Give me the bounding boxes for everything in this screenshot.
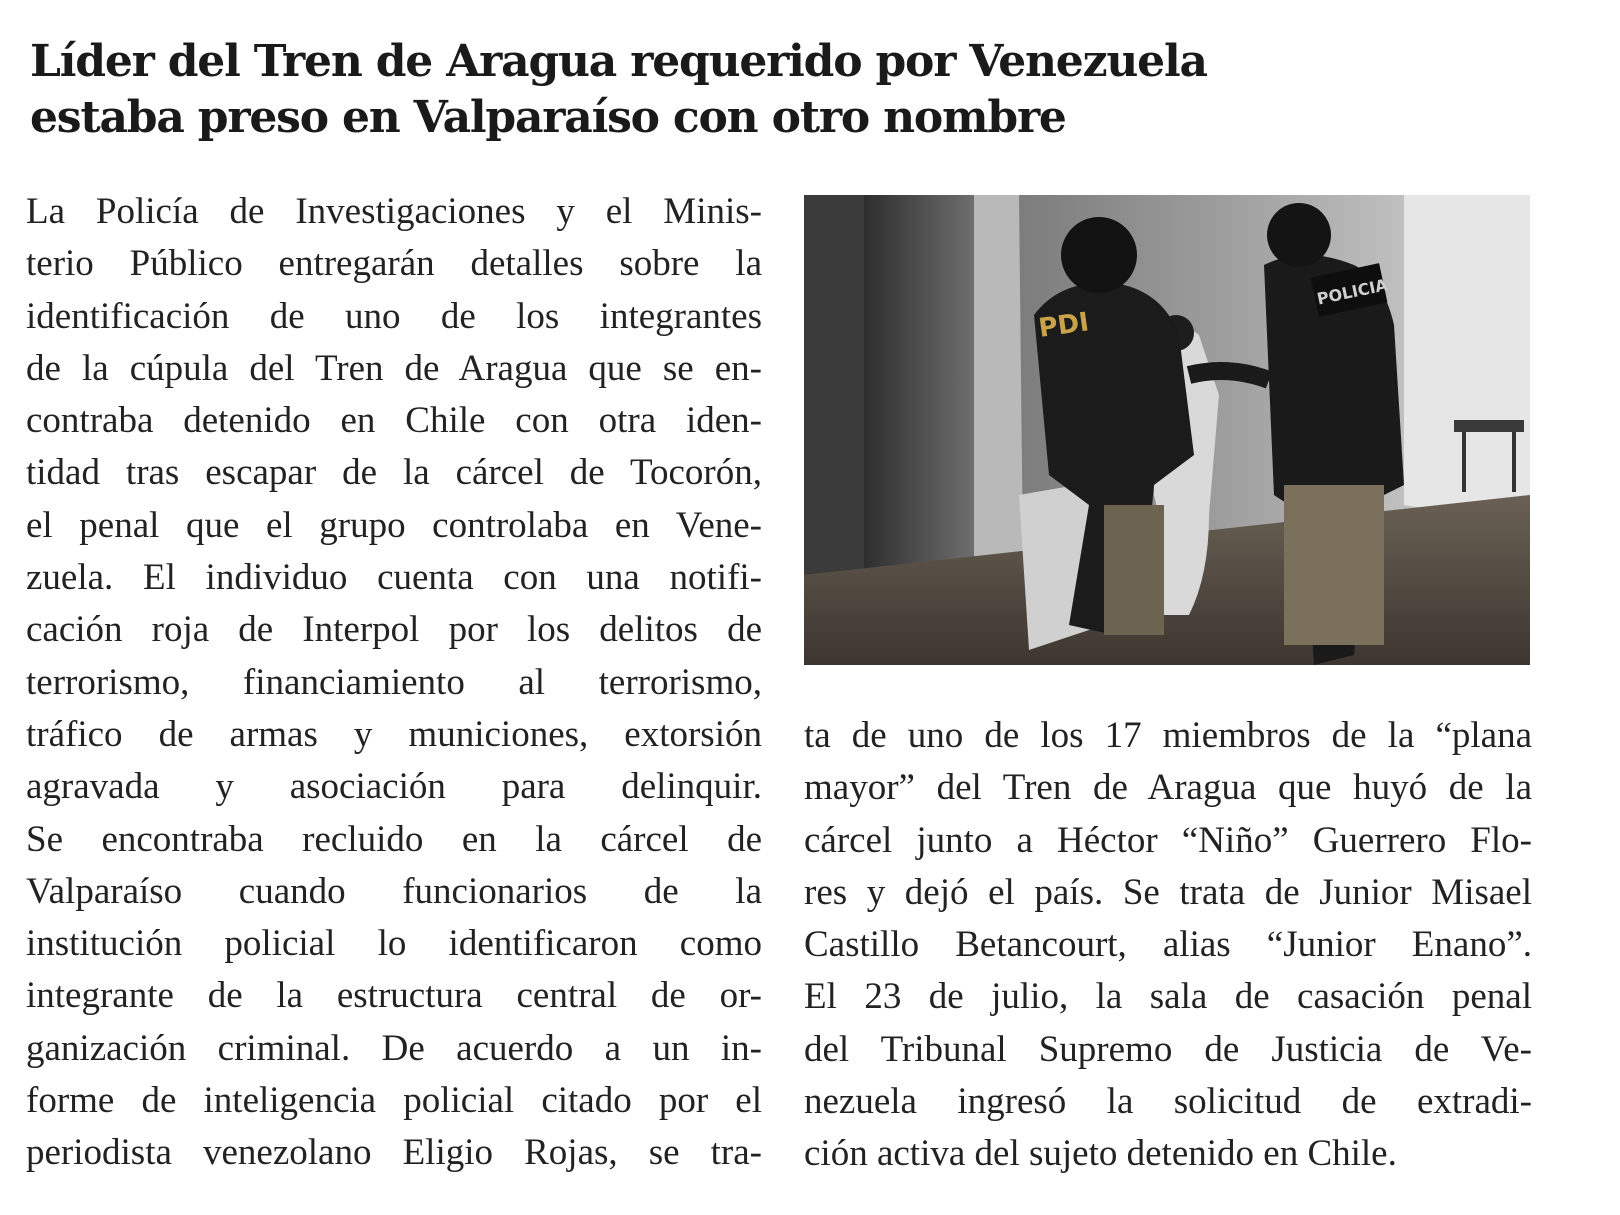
- article-column-right: [804, 710, 1532, 1181]
- body-line: cárcel junto a Héctor “Niño” Guerrero Flo-: [804, 819, 1532, 861]
- photo-illustration: [804, 195, 1530, 665]
- body-line: zuela. El individuo cuenta con una notifi-: [26, 557, 762, 599]
- body-line: ción activa del sujeto detenido en Chile.: [804, 1133, 1397, 1175]
- headline-line-2: estaba preso en Valparaíso con otro nombre: [30, 92, 1066, 143]
- article-column-left: [26, 186, 762, 1180]
- body-line: identificación de uno de los integrantes: [26, 295, 762, 337]
- body-line: tidad tras escapar de la cárcel de Tocorón,: [26, 452, 762, 494]
- headline: [30, 34, 1530, 146]
- body-line: mayor” del Tren de Aragua que huyó de la: [804, 767, 1532, 809]
- body-line: Valparaíso cuando funcionarios de la: [26, 870, 762, 912]
- body-line: institución policial lo identificaron como: [26, 923, 762, 965]
- body-line: agravada y asociación para delinquir.: [26, 766, 762, 808]
- body-line: forme de inteligencia policial citado por el: [26, 1080, 762, 1122]
- body-line: nezuela ingresó la solicitud de extradi-: [804, 1081, 1532, 1123]
- body-line: Se encontraba recluido en la cárcel de: [26, 818, 762, 860]
- body-line: contraba detenido en Chile con otra iden-: [26, 400, 762, 442]
- body-line: periodista venezolano Eligio Rojas, se tra-: [26, 1132, 762, 1174]
- article-photo: [804, 195, 1530, 665]
- headline-line-1: Líder del Tren de Aragua requerido por Venezuela: [30, 36, 1207, 87]
- body-line: del Tribunal Supremo de Justicia de Ve-: [804, 1028, 1532, 1070]
- body-line: de la cúpula del Tren de Aragua que se en-: [26, 347, 762, 389]
- body-line: cación roja de Interpol por los delitos de: [26, 609, 762, 651]
- body-line: terio Público entregarán detalles sobre la: [26, 243, 762, 285]
- body-line: tráfico de armas y municiones, extorsión: [26, 713, 762, 755]
- body-line: Castillo Betancourt, alias “Junior Enano”.: [804, 924, 1532, 966]
- body-line: ganización criminal. De acuerdo a un in-: [26, 1027, 762, 1069]
- vest-label-policia: POLICIA: [1315, 275, 1390, 309]
- body-line: La Policía de Investigaciones y el Minis-: [26, 191, 762, 232]
- body-line: El 23 de julio, la sala de casación penal: [804, 976, 1532, 1018]
- body-line: ta de uno de los 17 miembros de la “plana: [804, 715, 1532, 756]
- body-line: integrante de la estructura central de or-: [26, 975, 762, 1017]
- vest-label-pdi: PDI: [1036, 307, 1091, 344]
- body-line: res y dejó el país. Se trata de Junior Misael: [804, 871, 1532, 913]
- body-line: terrorismo, financiamiento al terrorismo,: [26, 661, 762, 703]
- body-line: el penal que el grupo controlaba en Vene-: [26, 504, 762, 546]
